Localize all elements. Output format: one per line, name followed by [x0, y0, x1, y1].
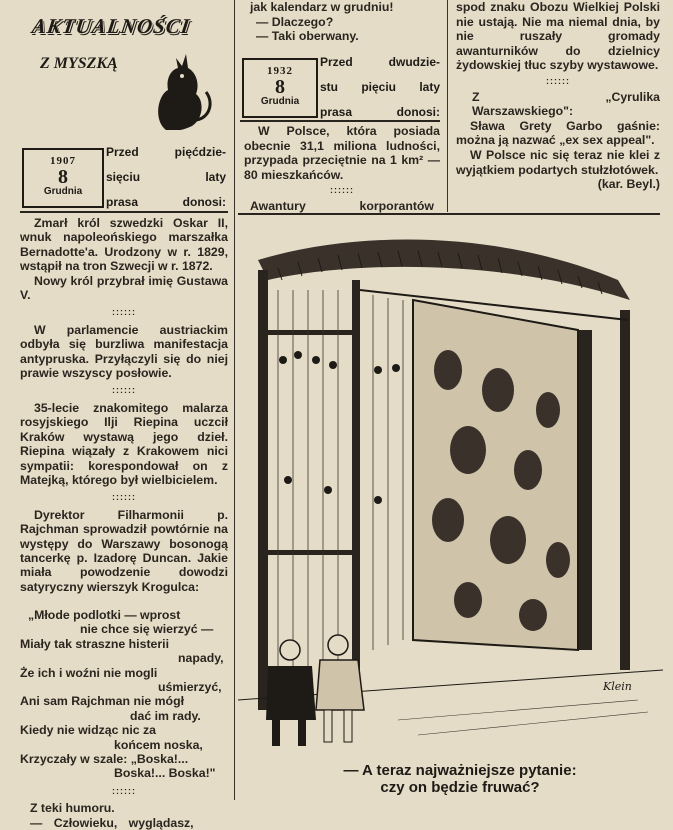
heading-line: Przed pięćdzie- — [106, 145, 226, 159]
paragraph: Sława Grety Garbo gaśnie: można ją nazwać „ex sex appeal". — [456, 118, 660, 148]
separator: :::::: — [330, 185, 354, 196]
column-right-top — [456, 0, 660, 192]
heading-line: Przed dwudzie- — [320, 55, 440, 69]
poem-line: „Młode podlotki — wprost — [28, 608, 181, 622]
separator: :::::: — [112, 385, 136, 396]
paragraph: W parlamencie austriackim odbyła się burzliwa manifestacja antypruska. Przyłączyli się do niej prawie wszyscy posłowie. — [20, 322, 228, 381]
masthead — [28, 10, 228, 130]
mouse-icon — [148, 40, 218, 130]
date-box-1907 — [22, 148, 104, 208]
paragraph: Dyrektor Filharmonii p. Rajchman sprowadził powtórnie na występy do Warszawy bosonogą tancerkę p. Izadorę Duncan. Jakie miała powodzenie dowodzi satyryczny wierszyk Krogulca: — [20, 507, 228, 594]
separator: :::::: — [112, 307, 136, 318]
heading-line: sięciu laty — [106, 170, 226, 184]
date-month: Grudnia — [43, 186, 83, 197]
poem-line: Miały tak straszne histerii — [20, 636, 169, 651]
separator: :::::: — [546, 75, 570, 86]
poem-line: Boska!... Boska!" — [114, 766, 216, 781]
poem-line: Ani sam Rajchman nie mógł — [20, 694, 184, 709]
poem-line: napady, — [178, 651, 224, 666]
poem-line: Że ich i woźni nie mogli — [20, 665, 158, 680]
date-month: Grudnia — [260, 96, 300, 107]
heading-line: stu pięciu laty — [320, 80, 440, 94]
paragraph: Zmarł król szwedzki Oskar II, wnuk napoleońskiego marszałka Bernadotte'a. Urodzony w r. 1829, wstąpił na tron Szwecji w r. 1872. — [20, 216, 228, 274]
subheading: Awantury korporantów — [250, 198, 434, 213]
column-divider — [234, 0, 235, 800]
poem-line: Kiedy nie widząc nic za — [20, 723, 156, 738]
text-line: — Dlaczego? — [256, 14, 334, 29]
date-day: 8 — [58, 166, 68, 188]
paragraph: 35-lecie znakomitego malarza rosyjskiego Ilji Riepina uczcił Kraków wystawą jego dzieł. Riepina wiązały z Krakowem nici sympatii: korespondował on z Matejką, którego był wielbicielem. — [20, 400, 228, 487]
date-year: 1932 — [267, 65, 293, 77]
date-box-1932 — [242, 58, 318, 118]
date-day: 8 — [275, 76, 285, 98]
date-year: 1907 — [50, 155, 76, 167]
poem — [20, 608, 228, 830]
text-line: — Taki oberwany. — [256, 29, 359, 44]
signature: (kar. Beyl.) — [597, 177, 660, 192]
cartoon-caption: — A teraz najważniejsze pytanie: czy on będzie fruwać? — [343, 762, 577, 796]
masthead-subtitle: Z MYSZKĄ — [40, 55, 118, 72]
quote-source: Z „Cyrulika Warszawskiego": — [472, 89, 660, 119]
poem-line: Krzyczały w szale: „Boska!... — [20, 752, 189, 767]
paragraph: W Polsce, która posiada obecnie 31,1 miliona ludności, przypada przeciętnie na 1 km² — 80 mieszkańców. — [244, 124, 440, 182]
column-divider — [447, 0, 448, 212]
divider — [20, 211, 228, 213]
paragraph: spod znaku Obozu Wielkiej Polski nie ustają. Nie ma niemal dnia, by nie ruszały gromady awanturników do dzielnicy żydowskiej tłuc szyby wystawowe. — [456, 0, 660, 73]
paragraph: W Polsce nic się teraz nie klei z wyjątkiem podartych stułzłotówek. — [456, 147, 660, 177]
cartoon-illustration — [238, 220, 663, 758]
article-1907 — [20, 216, 228, 594]
column-mid-top — [250, 0, 450, 44]
heading-line: prasa donosi: — [320, 105, 440, 119]
heading-line: prasa donosi: — [106, 195, 226, 209]
figure-man-left — [266, 640, 316, 746]
humor-title: Z teki humoru. — [30, 801, 115, 816]
paragraph: Nowy król przybrał imię Gustawa V. — [20, 273, 228, 303]
masthead-title: AKTUALNOŚCI — [30, 14, 192, 38]
poem-line: uśmierzyć, — [158, 680, 222, 695]
artist-signature: Klein — [603, 680, 632, 693]
poem-line: dać im rady. — [130, 708, 201, 723]
poem-line: nie chce się wierzyć — — [80, 622, 214, 637]
divider — [238, 213, 660, 215]
separator: :::::: — [112, 785, 136, 796]
poem-line: końcem noska, — [114, 737, 203, 752]
humor-line: — Człowieku, wyglądasz, — [30, 815, 194, 830]
section-heading-1932 — [320, 50, 440, 125]
article-1932 — [244, 124, 440, 214]
separator: :::::: — [112, 492, 136, 503]
text-line: jak kalendarz w grudniu! — [250, 0, 394, 14]
divider — [240, 120, 440, 122]
section-heading-1907 — [106, 140, 226, 215]
